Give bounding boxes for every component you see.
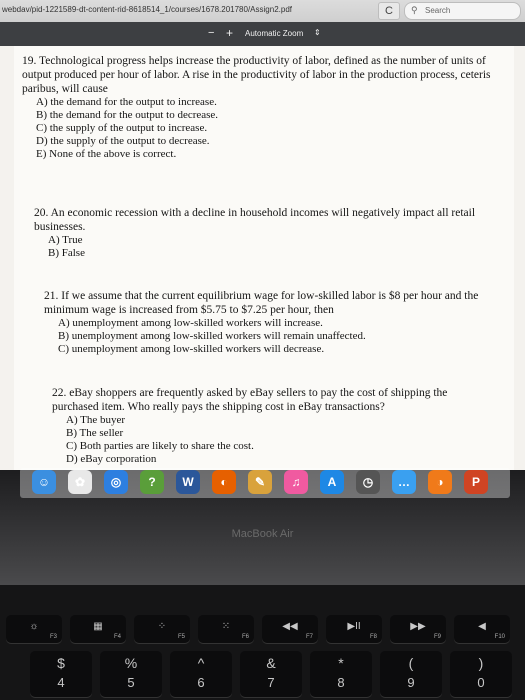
function-key[interactable] <box>6 615 62 643</box>
search-icon: ⚲ <box>411 5 418 15</box>
photos-icon[interactable]: ✿ <box>68 470 92 494</box>
key-glyph: ▦ <box>93 621 103 632</box>
search-field[interactable] <box>404 2 521 20</box>
answer-option: B) The seller <box>66 427 124 439</box>
function-key[interactable] <box>198 615 254 643</box>
key-glyph: ☼ <box>29 621 39 632</box>
app-store-icon[interactable]: A <box>320 470 344 494</box>
laptop-label: MacBook Air <box>231 528 294 540</box>
number-key[interactable] <box>240 651 302 697</box>
function-key[interactable] <box>262 615 318 643</box>
key-digit: 9 <box>407 675 415 690</box>
number-key[interactable] <box>170 651 232 697</box>
function-key[interactable] <box>70 615 126 643</box>
number-key[interactable] <box>310 651 372 697</box>
number-key[interactable] <box>30 651 92 697</box>
question-21 <box>44 289 504 356</box>
answer-option: C) unemployment among low-skilled workers will decrease. <box>58 343 325 355</box>
key-glyph: ▶▶ <box>410 621 426 632</box>
key-digit: 6 <box>197 675 205 690</box>
key-digit: 7 <box>267 675 275 690</box>
key-digit: 8 <box>337 675 345 690</box>
question-stem: 21. If we assume that the current equilibrium wage for low-skilled labor is $8 per hour and the minimum wage is increased from $5.75 to $7.25 per hour, then <box>44 290 479 316</box>
function-key[interactable] <box>134 615 190 643</box>
answer-option: A) True <box>48 234 83 246</box>
url-text[interactable]: webdav/pid-1221589-dt-content-rid-8618514_1/courses/1678.201780/Assign2.pdf <box>2 5 292 14</box>
reload-button[interactable]: C <box>378 2 400 20</box>
key-glyph: ◀ <box>478 621 486 632</box>
question-19 <box>22 54 502 161</box>
help-icon[interactable]: ? <box>140 470 164 494</box>
question-stem: 20. An economic recession with a decline in household incomes will negatively impact all retail businesses. <box>34 207 476 233</box>
answer-option: B) False <box>48 247 85 259</box>
question-22 <box>52 386 492 466</box>
powerpoint-icon[interactable]: P <box>464 470 488 494</box>
zoom-select[interactable]: Automatic Zoom <box>245 29 304 38</box>
answer-option: B) unemployment among low-skilled workers will remain unaffected. <box>58 330 366 342</box>
pdf-page <box>14 46 514 470</box>
number-key[interactable] <box>380 651 442 697</box>
key-glyph: ⁘ <box>157 621 167 632</box>
search-placeholder: Search <box>425 6 451 15</box>
function-key[interactable] <box>326 615 382 643</box>
key-digit: 0 <box>477 675 485 690</box>
key-glyph: ◀◀ <box>282 621 298 632</box>
key-symbol: * <box>338 655 344 671</box>
dock-bar <box>20 468 510 498</box>
key-symbol: ) <box>478 655 484 671</box>
answer-option: E) None of the above is correct. <box>36 148 177 160</box>
zoom-out-button[interactable]: − <box>208 27 215 39</box>
key-symbol: % <box>124 655 138 671</box>
firefox-icon[interactable]: ◐ <box>212 470 236 494</box>
question-stem: 19. Technological progress helps increase the productivity of labor, defined as the number of units of output produced per hour of labor. A rise in the productivity of labor in the production process, ceteris paribus, will cause <box>22 55 491 95</box>
preview-icon[interactable]: ✎ <box>248 470 272 494</box>
answer-option: A) The buyer <box>66 414 126 426</box>
key-label: F4 <box>113 634 121 640</box>
answer-option: D) the supply of the output to decrease. <box>36 135 210 147</box>
key-symbol: ( <box>408 655 414 671</box>
key-label: F10 <box>494 634 505 640</box>
function-key[interactable] <box>390 615 446 643</box>
key-symbol: & <box>266 655 276 671</box>
browser-address-bar[interactable] <box>0 0 525 23</box>
answer-option: D) eBay corporation <box>66 453 157 465</box>
key-label: F9 <box>433 634 441 640</box>
answer-option: B) the demand for the output to decrease. <box>36 109 219 121</box>
key-glyph: ▶II <box>347 621 361 632</box>
word-icon[interactable]: W <box>176 470 200 494</box>
zoom-in-button[interactable]: + <box>226 26 234 40</box>
keyboard <box>0 585 525 700</box>
key-label: F6 <box>241 634 249 640</box>
pdf-toolbar <box>0 22 525 46</box>
finder-icon[interactable]: ☺ <box>32 470 56 494</box>
key-label: F3 <box>49 634 57 640</box>
question-20 <box>34 206 504 260</box>
itunes-icon[interactable]: ♫ <box>284 470 308 494</box>
time-machine-icon[interactable]: ◷ <box>356 470 380 494</box>
answer-option: A) the demand for the output to increase. <box>36 96 217 108</box>
key-label: F5 <box>177 634 185 640</box>
key-digit: 4 <box>57 675 65 690</box>
number-key[interactable] <box>450 651 512 697</box>
answer-option: A) unemployment among low-skilled workers will increase. <box>58 317 323 329</box>
key-digit: 5 <box>127 675 135 690</box>
messages-icon[interactable]: … <box>392 470 416 494</box>
answer-option: C) Both parties are likely to share the cost. <box>66 440 254 452</box>
dock <box>0 458 525 506</box>
chevron-updown-icon[interactable]: ⇕ <box>314 28 321 37</box>
key-label: F7 <box>305 634 313 640</box>
key-glyph: ⁙ <box>221 621 231 632</box>
key-label: F8 <box>369 634 377 640</box>
key-symbol: $ <box>57 655 65 671</box>
number-key[interactable] <box>100 651 162 697</box>
safari-icon[interactable]: ◎ <box>104 470 128 494</box>
question-stem: 22. eBay shoppers are frequently asked by eBay sellers to pay the cost of shipping the purchased item. Who really pays the shipping cost in eBay transactions? <box>52 387 448 413</box>
answer-option: C) the supply of the output to increase. <box>36 122 208 134</box>
key-symbol: ^ <box>197 655 205 671</box>
firefox-alt-icon[interactable]: ◑ <box>428 470 452 494</box>
function-key[interactable] <box>454 615 510 643</box>
